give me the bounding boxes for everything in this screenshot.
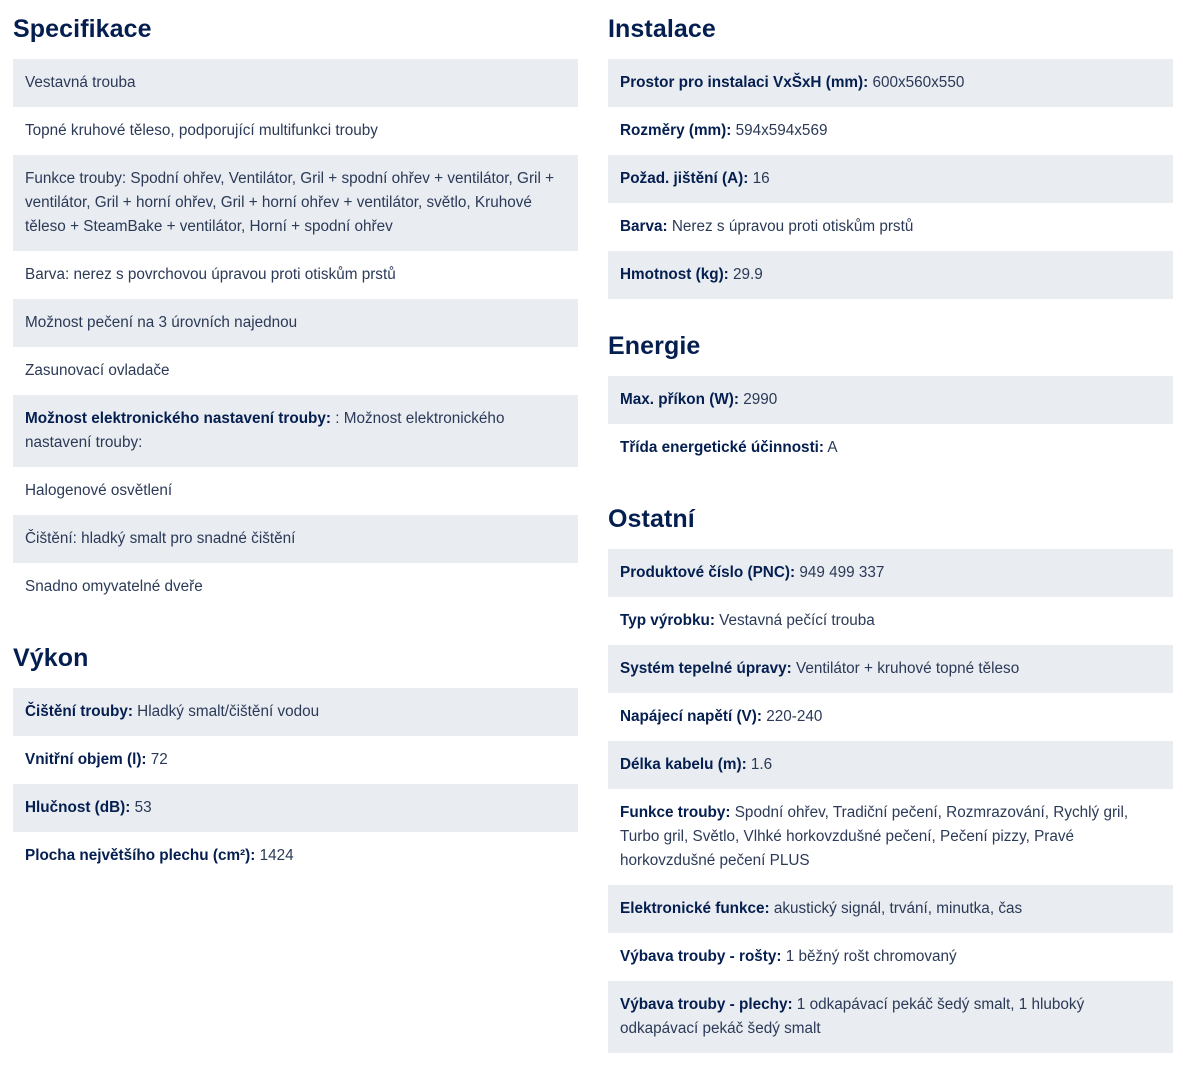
spec-row xyxy=(608,789,1173,885)
spec-row xyxy=(608,549,1173,597)
spec-label: Rozměry (mm): xyxy=(620,122,732,139)
spec-label: Plocha největšího plechu (cm²): xyxy=(25,847,256,864)
spec-value: Vestavná trouba xyxy=(25,74,136,91)
spec-value: Funkce trouby: Spodní ohřev, Ventilátor, Gril + spodní ohřev + ventilátor, Gril + ventilátor, Gril + horní ohřev, Gril + horní ohřev + ventilátor, světlo, Kruhové těleso + SteamBake + ventilátor, Horní + spodní ohřev xyxy=(25,170,555,235)
spec-row xyxy=(608,933,1173,981)
spec-row xyxy=(13,784,578,832)
spec-label: Délka kabelu (m): xyxy=(620,756,747,773)
section-ostatni xyxy=(608,502,1173,1053)
section-title-ostatni: Ostatní xyxy=(608,505,695,533)
spec-row xyxy=(608,424,1173,472)
spec-value: Spodní ohřev, Tradiční pečení, Rozmrazování, Rychlý gril, Turbo gril, Světlo, Vlhké horkovzdušné pečení, Pečení pizzy, Pravé horkovzdušné pečení PLUS xyxy=(620,804,1129,869)
spec-label: Vnitřní objem (l): xyxy=(25,751,147,768)
spec-label: Prostor pro instalaci VxŠxH (mm): xyxy=(620,74,869,91)
spec-value: 220-240 xyxy=(761,708,823,725)
section-instalace xyxy=(608,12,1173,299)
spec-row xyxy=(13,832,578,880)
spec-value: 1424 xyxy=(255,847,294,864)
left-column xyxy=(13,12,578,910)
spec-row xyxy=(13,251,578,299)
spec-row xyxy=(13,563,578,611)
spec-value: 2990 xyxy=(738,391,778,408)
spec-row xyxy=(13,59,578,107)
spec-value: 1.6 xyxy=(746,756,773,773)
spec-row xyxy=(13,736,578,784)
spec-label: Elektronické funkce: xyxy=(620,900,770,917)
spec-row xyxy=(608,203,1173,251)
spec-table xyxy=(13,688,578,880)
section-title-specifikace: Specifikace xyxy=(13,15,152,43)
spec-value: akustický signál, trvání, minutka, čas xyxy=(769,900,1023,917)
spec-row xyxy=(13,347,578,395)
spec-value: 29.9 xyxy=(728,266,763,283)
spec-label: Výbava trouby - rošty: xyxy=(620,948,782,965)
spec-value: Možnost pečení na 3 úrovních najednou xyxy=(25,314,298,331)
spec-row xyxy=(13,395,578,467)
spec-row xyxy=(608,693,1173,741)
spec-row xyxy=(13,688,578,736)
spec-value: : Možnost elektronického nastavení trouby: xyxy=(25,410,505,451)
spec-row xyxy=(608,885,1173,933)
section-specifikace xyxy=(13,12,578,611)
spec-value: 600x560x550 xyxy=(868,74,965,91)
spec-row xyxy=(13,155,578,251)
spec-row xyxy=(608,107,1173,155)
spec-row xyxy=(608,155,1173,203)
spec-label: Čištění trouby: xyxy=(25,703,133,720)
section-vykon xyxy=(13,641,578,880)
spec-label: Hmotnost (kg): xyxy=(620,266,729,283)
spec-value: Ventilátor + kruhové topné těleso xyxy=(791,660,1020,677)
spec-label: Max. příkon (W): xyxy=(620,391,739,408)
spec-row xyxy=(13,107,578,155)
spec-value: 72 xyxy=(146,751,168,768)
spec-value: 53 xyxy=(130,799,152,816)
spec-label: Hlučnost (dB): xyxy=(25,799,131,816)
spec-value: 1 běžný rošt chromovaný xyxy=(781,948,957,965)
spec-value: Zasunovací ovladače xyxy=(25,362,170,379)
spec-label: Možnost elektronického nastavení trouby: xyxy=(25,410,331,427)
section-energie xyxy=(608,329,1173,472)
spec-table xyxy=(608,549,1173,1053)
spec-table xyxy=(608,59,1173,299)
spec-label: Výbava trouby - plechy: xyxy=(620,996,793,1013)
spec-label: Typ výrobku: xyxy=(620,612,715,629)
spec-row xyxy=(13,515,578,563)
spec-row xyxy=(608,251,1173,299)
spec-row xyxy=(608,981,1173,1053)
spec-label: Systém tepelné úpravy: xyxy=(620,660,792,677)
spec-value: Vestavná pečící trouba xyxy=(714,612,875,629)
section-title-energie: Energie xyxy=(608,332,701,360)
spec-value: A xyxy=(824,439,838,456)
section-title-vykon: Výkon xyxy=(13,644,89,672)
spec-row xyxy=(608,376,1173,424)
section-title-instalace: Instalace xyxy=(608,15,716,43)
spec-table xyxy=(608,376,1173,472)
spec-row xyxy=(13,467,578,515)
spec-value: Snadno omyvatelné dveře xyxy=(25,578,203,595)
spec-value: Topné kruhové těleso, podporující multifunkci trouby xyxy=(25,122,378,139)
spec-table xyxy=(13,59,578,611)
spec-label: Funkce trouby: xyxy=(620,804,731,821)
spec-value: Halogenové osvětlení xyxy=(25,482,173,499)
spec-row xyxy=(13,299,578,347)
spec-row xyxy=(608,597,1173,645)
spec-row xyxy=(608,59,1173,107)
spec-label: Požad. jištění (A): xyxy=(620,170,749,187)
spec-label: Napájecí napětí (V): xyxy=(620,708,762,725)
spec-value: 16 xyxy=(748,170,770,187)
spec-value: 1 odkapávací pekáč šedý smalt, 1 hluboký odkapávací pekáč šedý smalt xyxy=(620,996,1085,1037)
spec-row xyxy=(608,741,1173,789)
spec-value: Hladký smalt/čištění vodou xyxy=(132,703,320,720)
spec-label: Produktové číslo (PNC): xyxy=(620,564,796,581)
spec-label: Barva: xyxy=(620,218,668,235)
spec-value: Nerez s úpravou proti otiskům prstů xyxy=(667,218,914,235)
spec-label: Třída energetické účinnosti: xyxy=(620,439,825,456)
spec-row xyxy=(608,645,1173,693)
spec-value: 949 499 337 xyxy=(795,564,885,581)
spec-value: Barva: nerez s povrchovou úpravou proti otiskům prstů xyxy=(25,266,396,283)
spec-value: 594x594x569 xyxy=(731,122,828,139)
right-column xyxy=(608,12,1173,1083)
spec-value: Čištění: hladký smalt pro snadné čištění xyxy=(25,530,296,547)
